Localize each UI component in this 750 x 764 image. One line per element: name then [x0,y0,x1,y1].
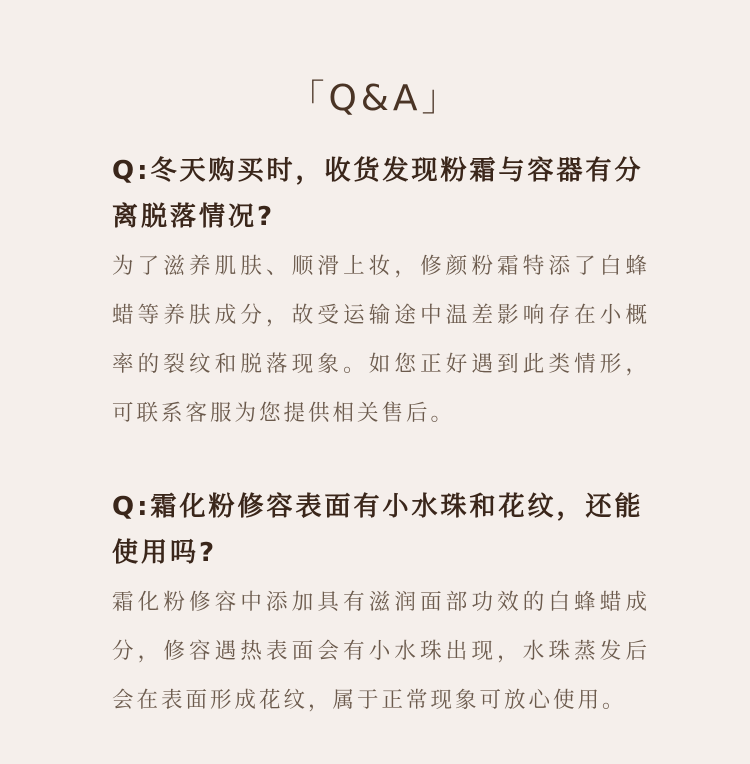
qa-item [112,148,650,438]
qa-item [112,484,650,725]
answer-text: 为了滋养肌肤、顺滑上妆，修颜粉霜特添了白蜂蜡等养肤成分，故受运输途中温差影响存在小概率的裂纹和脱落现象。如您正好遇到此类情形，可联系客服为您提供相关售后。 [112,254,650,426]
question-text: Q:霜化粉修容表面有小水珠和花纹，还能使用吗? [112,492,644,568]
question-text: Q:冬天购买时，收货发现粉霜与容器有分离脱落情况? [112,156,644,232]
answer-text: 霜化粉修容中添加具有滋润面部功效的白蜂蜡成分，修容遇热表面会有小水珠出现，水珠蒸发后会在表面形成花纹，属于正常现象可放心使用。 [112,590,650,713]
page-title: 「Q&A」 [288,78,462,119]
